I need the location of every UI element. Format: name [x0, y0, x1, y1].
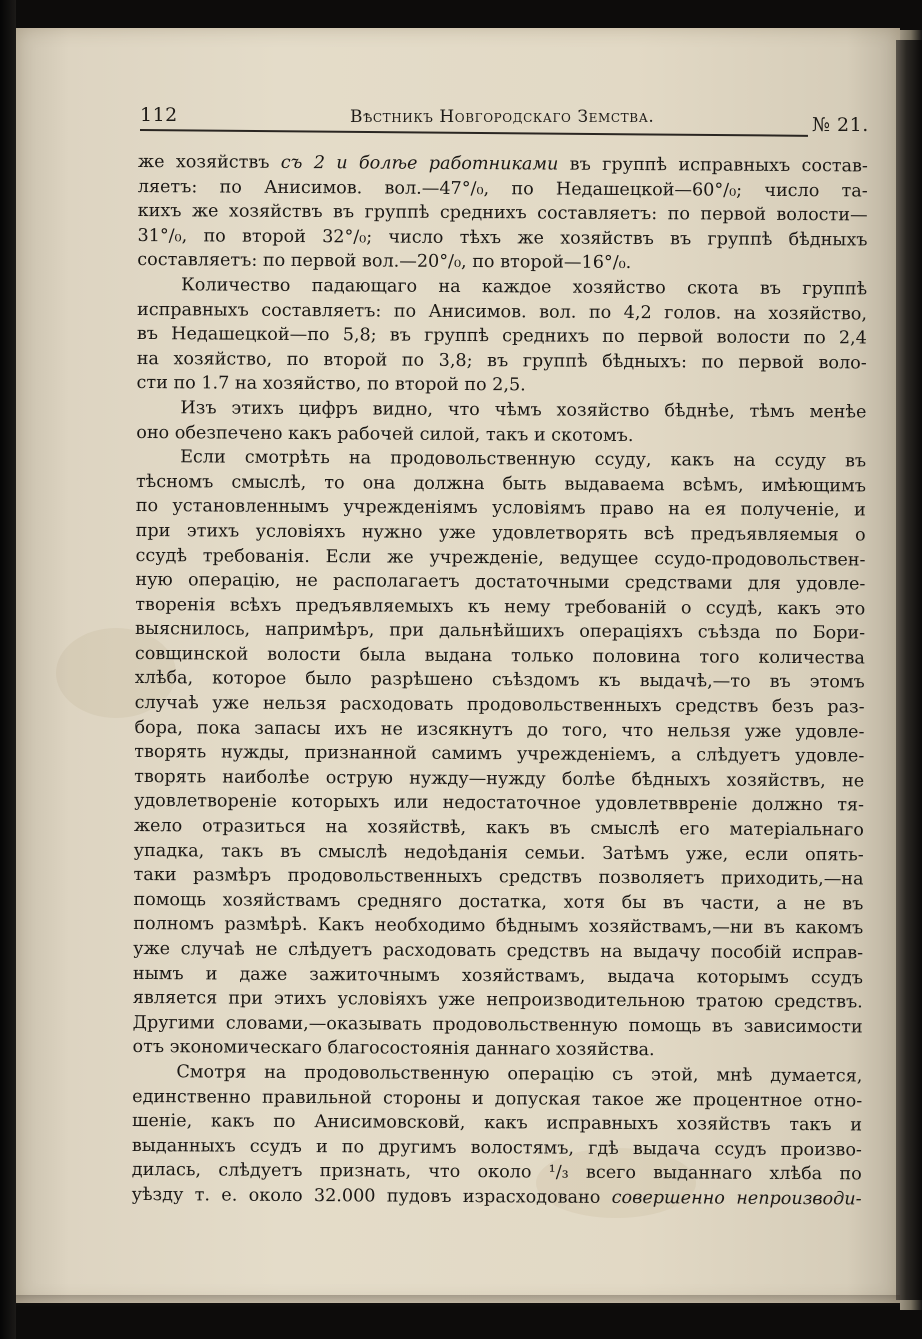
- journal-title: Вѣстникъ Новгородскаго Земства.: [350, 107, 655, 127]
- text-run: въ группѣ исправныхъ состав-: [558, 154, 868, 177]
- text-run: составляетъ: по первой вол.—20°/₀, по второй—16°/₀.: [137, 250, 632, 274]
- page-number: 112: [140, 104, 178, 126]
- text-run: кихъ же хозяйствъ въ группѣ среднихъ составляетъ: по первой волости—: [137, 201, 868, 226]
- issue-number: № 21.: [812, 114, 869, 136]
- text-run: Другими словами,—оказывать продовольственную помощь въ зависимости: [132, 1012, 863, 1038]
- text-run: сти по 1.7 на хозяйство, по второй по 2,5.: [136, 373, 526, 396]
- text-run: жело отразиться на хозяйствѣ, какъ въ смыслѣ его матеріальнаго: [133, 816, 864, 841]
- text-run: Если смотрѣть на продовольственную ссуду, какъ на ссуду въ: [180, 447, 867, 472]
- scan-background-left: [0, 0, 16, 1339]
- text-run: упадка, такъ въ смыслѣ недоѣданія семьи. Затѣмъ уже, если опять-: [133, 840, 864, 866]
- text-run: нымъ и даже зажиточнымъ хозяйствамъ, выдача которымъ ссудъ: [132, 963, 864, 989]
- text-run: уже случаѣ не слѣдуетъ расходовать средствъ на выдачу пособій исправ-: [133, 938, 864, 964]
- text-run: бора, пока запасы ихъ не изсякнутъ до того, что нельзя уже удовле-: [134, 717, 865, 743]
- text-run: полномъ размѣрѣ. Какъ необходимо бѣднымъ хозяйствамъ,—ни въ какомъ: [133, 914, 864, 939]
- paragraph: [132, 1060, 863, 1212]
- text-run: удовлетвореніе которыхъ или недостаточное удовлетввреніе должно тя-: [133, 791, 865, 816]
- italic-text: съ 2 и болѣе работниками: [280, 152, 559, 175]
- text-run: шеніе, какъ по Анисимовсковй, какъ исправныхъ хозяйствъ такъ и: [132, 1111, 863, 1136]
- text-run: Изъ этихъ цифръ видно, что чѣмъ хозяйство бѣднѣе, тѣмъ менѣе: [180, 398, 867, 423]
- text-run: единственно правильной стороны и допуская такое же процентное отно-: [132, 1086, 863, 1112]
- text-run: случаѣ уже нельзя расходовать продовольственныхъ средствъ безъ раз-: [134, 693, 865, 718]
- italic-text: совершенно непроизводи-: [611, 1187, 862, 1210]
- text-run: ную операцію, не располагаетъ достаточными средствами для удовле-: [135, 570, 866, 595]
- text-run: хлѣба, которое было разрѣшено съѣздомъ къ выдачѣ,—то въ этомъ: [134, 668, 865, 693]
- text-run: по установленнымъ учрежденіямъ условіямъ право на ея полученіе, и: [135, 496, 866, 521]
- text-run: при этихъ условіяхъ нужно уже удовлетворять всѣ предъявляемыя о: [135, 520, 866, 546]
- article-body: [132, 150, 868, 1212]
- text-run: выяснилось, напримѣръ, при дальнѣйшихъ операціяхъ съѣзда по Бори-: [135, 619, 866, 644]
- page-gutter-shadow: [896, 40, 922, 1300]
- text-run: творенія всѣхъ предъявляемыхъ къ нему требованій о ссудѣ, какъ это: [135, 594, 866, 620]
- text-run: выданныхъ ссудъ и по другимъ волостямъ, гдѣ выдача ссудъ произво-: [131, 1135, 862, 1161]
- text-run: является при этихъ условіяхъ уже непроизводительною тратою средствъ.: [132, 988, 863, 1013]
- text-run: творять наиболѣе острую нужду—нужду болѣе бѣдныхъ хозяйствъ, не: [134, 766, 865, 792]
- paragraph: [136, 273, 867, 400]
- text-run: творять нужды, признанной самимъ учрежденіемъ, а слѣдуетъ удовле-: [134, 742, 865, 767]
- text-run: въ Недашецкой—по 5,8; въ группѣ среднихъ по первой волости по 2,4: [136, 324, 867, 349]
- text-run: исправныхъ составляетъ: по Анисимов. вол. по 4,2 голов. на хозяйство,: [136, 299, 868, 325]
- paragraph: [136, 396, 866, 450]
- text-run: на хозяйство, по второй по 3,8; въ группѣ бѣдныхъ: по первой воло-: [136, 348, 867, 374]
- text-line: [136, 519, 866, 548]
- text-run: Количество падающаго на каждое хозяйство скота въ группѣ: [181, 275, 868, 300]
- text-run: уѣзду т. е. около 32.000 пудовъ израсходовано: [131, 1184, 612, 1208]
- text-run: же хозяйствъ: [137, 151, 281, 173]
- text-run: ляетъ: по Анисимов. вол.—47°/₀, по Недашецкой—60°/₀; число та-: [137, 176, 868, 202]
- text-run: Смотря на продовольственную операцію съ этой, мнѣ думается,: [176, 1062, 863, 1087]
- text-line: [132, 1183, 862, 1212]
- text-run: таки размѣръ продовольственныхъ средствъ позволяетъ приходить,—на: [133, 865, 864, 890]
- text-run: ссудѣ требованія. Если же учрежденіе, ведущее ссудо-продовольствен-: [135, 545, 866, 570]
- text-run: 31°/₀, по второй 32°/₀; число тѣхъ же хозяйствъ въ группѣ бѣдныхъ: [137, 225, 868, 251]
- paragraph: [132, 445, 866, 1064]
- text-run: тѣсномъ смыслѣ, то она должна быть выдаваема всѣмъ, имѣющимъ: [135, 471, 867, 497]
- text-run: оно обезпечено какъ рабочей силой, такъ и скотомъ.: [136, 422, 634, 446]
- text-run: помощь хозяйствамъ средняго достатка, хотя бы въ части, а не въ: [133, 889, 864, 915]
- paragraph: [137, 150, 868, 277]
- text-run: совщинской волости была выдана только половина того количества: [134, 643, 865, 669]
- text-line: [136, 396, 866, 425]
- text-run: отъ экономическаго благосостоянія даннаго хозяйства.: [132, 1037, 655, 1061]
- text-run: дилась, слѣдуетъ признать, что около ¹/₃ всего выданнаго хлѣба по: [131, 1160, 862, 1185]
- page-bottom-shadow: [16, 1295, 900, 1307]
